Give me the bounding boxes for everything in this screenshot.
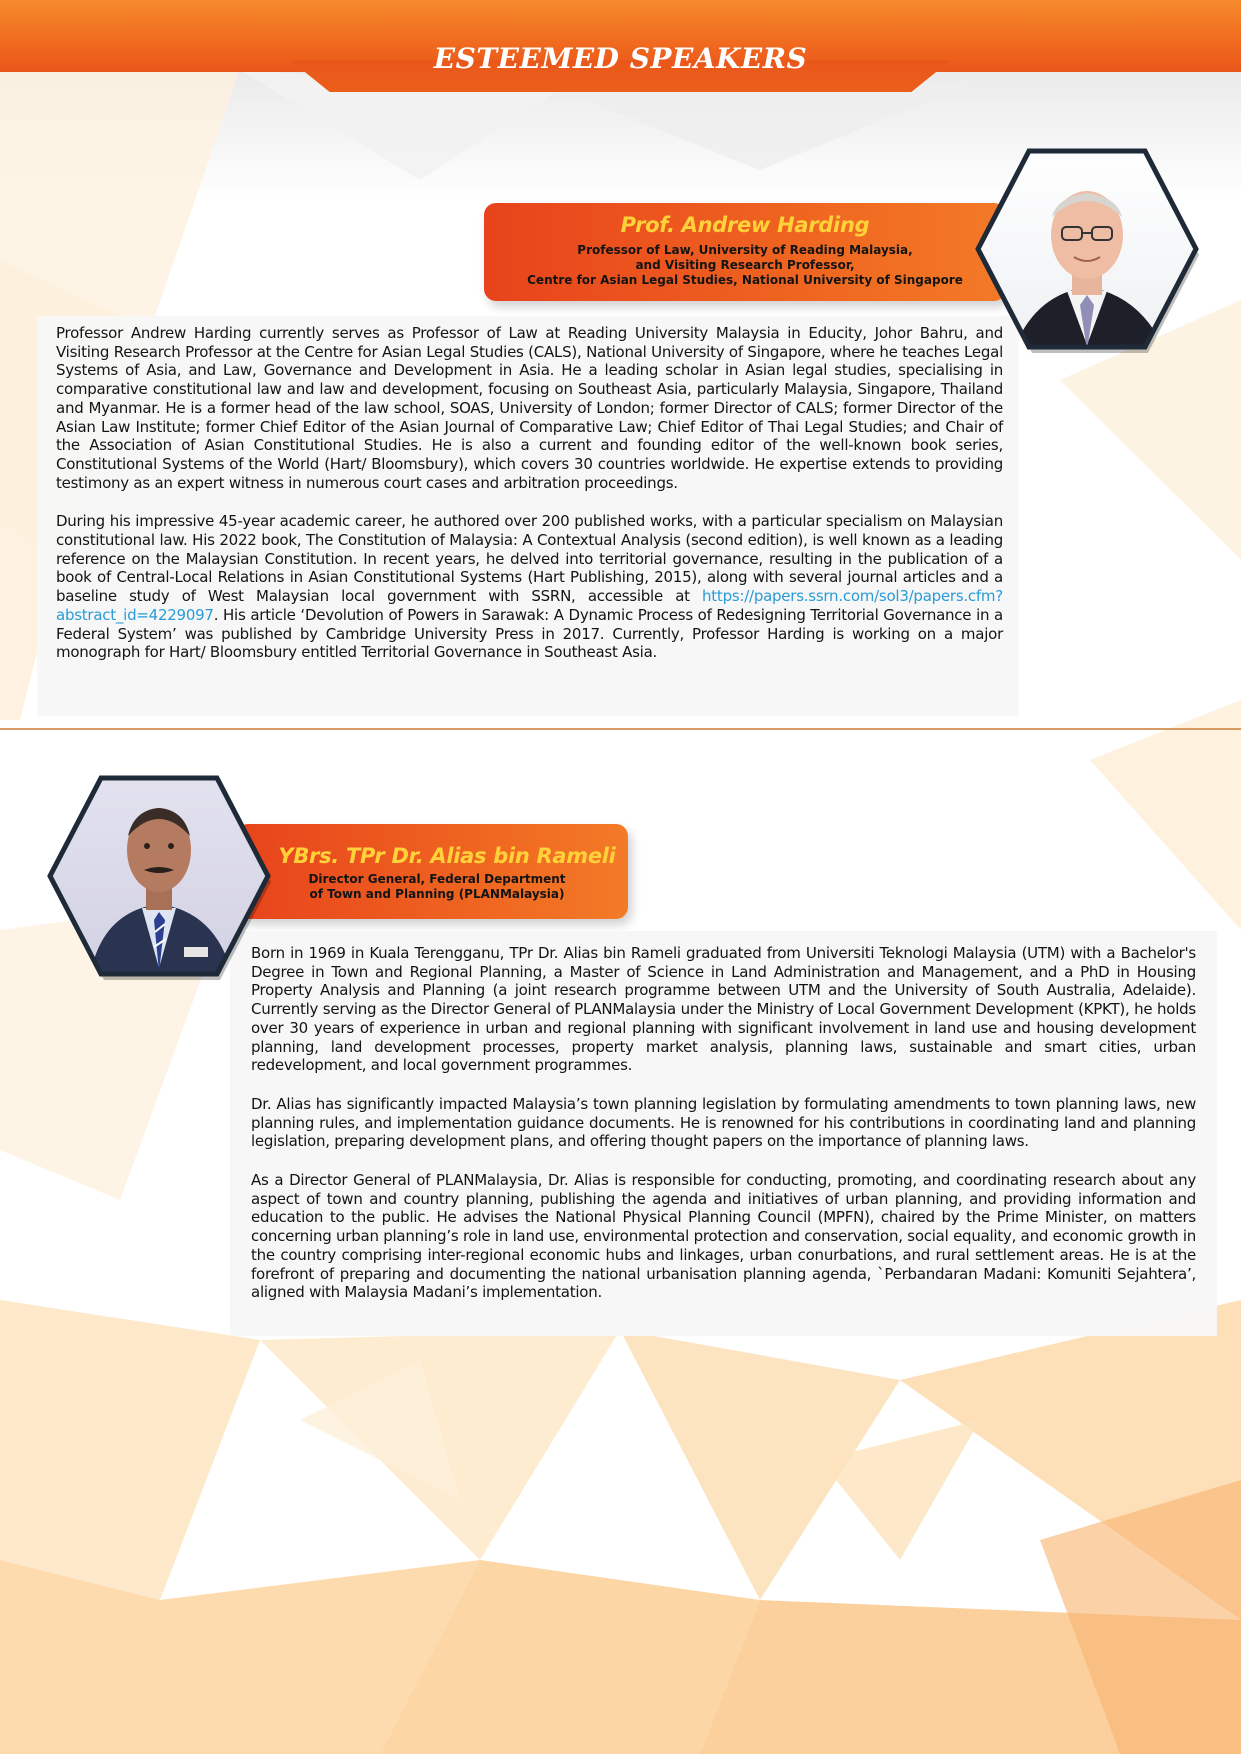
speaker-2-bio xyxy=(230,931,1217,1336)
speaker-2-role-line: Director General, Federal Department xyxy=(308,872,566,886)
speaker-1-name-card xyxy=(484,203,1006,301)
ssrn-link[interactable]: https://papers.ssrn.com/sol3/papers.cfm?abstract_id=4229097 xyxy=(56,587,1003,624)
speaker-2-name: YBrs. TPr Dr. Alias bin Rameli xyxy=(278,844,616,868)
speaker-1-bio xyxy=(37,316,1019,716)
speaker-1-name: Prof. Andrew Harding xyxy=(620,213,870,237)
speaker-2-bio-paragraph: Born in 1969 in Kuala Terengganu, TPr Dr. Alias bin Rameli graduated from Universiti Teknologi Malaysia (UTM) with a Bachelor's Degree in Town and Regional Planning, a Master of Science in Land Administration and Management, and a PhD in Housing Property Analysis and Planning (a joint research programme between UTM and the University of South Australia, Adelaide). Currently serving as the Director General of PLANMalaysia under the Ministry of Local Government Development (KPKT), he holds over 30 years of experience in urban and regional planning with significant involvement in land use and housing development planning, land development processes, property market analysis, planning laws, sustainable and smart cities, urban redevelopment, and local government programmes. xyxy=(251,944,1196,1075)
speaker-2-name-card xyxy=(236,824,628,919)
speaker-2-role-line: of Town and Planning (PLANMalaysia) xyxy=(309,887,565,901)
speaker-1-bio-paragraph: Professor Andrew Harding currently serves as Professor of Law at Reading University Malaysia in Educity, Johor Bahru, and Visiting Research Professor at the Centre for Asian Legal Studies (CALS), National University of Singapore, where he teaches Legal Systems of Asia, and Law, Governance and Development in Asia. He a leading scholar in Asian legal studies, specialising in comparative constitutional law and law and development, focusing on Southeast Asia, particularly Malaysia, Singapore, Thailand and Myanmar. He is a former head of the law school, SOAS, University of London; former Director of CALS; former Director of the Asian Law Institute; former Chief Editor of the Asian Journal of Comparative Law; Chief Editor of Thai Legal Studies; and Chair of the Association of Asian Constitutional Studies. He is also a current and founding editor of the well-known book series, Constitutional Systems of the World (Hart/ Bloomsbury), which covers 30 countries worldwide. He expertise extends to providing testimony as an expert witness in numerous court cases and arbitration proceedings. xyxy=(56,324,1003,492)
speaker-1-role xyxy=(484,243,1006,288)
page-title: ESTEEMED SPEAKERS xyxy=(433,42,808,75)
section-divider xyxy=(0,728,1241,730)
bio-text: During his impressive 45-year academic career, he authored over 200 published works, with a particular specialism on Malaysian constitutional law. His 2022 book, The Constitution of Malaysia: A Contextual Analysis (second edition), is well known as a leading reference on the Malaysian Constitution. In recent years, he delved into territorial governance, resulting in the publication of a book of Central-Local Relations in Asian Constitutional Systems (Hart Publishing, 2015), along with several journal articles and a baseline study of West Malaysian local government with SSRN, accessible at xyxy=(56,512,1003,606)
speaker-1-role-line: Professor of Law, University of Reading Malaysia, xyxy=(577,243,913,257)
speaker-2-role xyxy=(236,872,628,902)
speaker-2-bio-paragraph: Dr. Alias has significantly impacted Malaysia’s town planning legislation by formulating amendments to town planning laws, new planning rules, and implementation guidance documents. He is renowned for his contributions in coordinating land and planning legislation, preparing development plans, and offering thought papers on the importance of planning laws. xyxy=(251,1094,1196,1151)
bio-text: . His article ‘Devolution of Powers in Sarawak: A Dynamic Process of Redesigning Territorial Governance in a Federal System’ was published by Cambridge University Press in 2017. Currently, Professor Harding is working on a major monograph for Hart/ Bloomsbury entitled Territorial Governance in Southeast Asia. xyxy=(56,605,1003,662)
speaker-1-role-line: and Visiting Research Professor, xyxy=(635,258,855,272)
speaker-1-role-line: Centre for Asian Legal Studies, National University of Singapore xyxy=(527,273,963,287)
speaker-2-bio-paragraph: As a Director General of PLANMalaysia, Dr. Alias is responsible for conducting, promoting, and coordinating research about any aspect of town and country planning, publishing the agenda and initiatives of urban planning, and providing information and education to the public. He advises the National Physical Planning Council (MPFN), chaired by the Prime Minister, on matters concerning urban planning’s role in land use, environmental protection and conservation, social equality, and economic growth in the country comprising inter-regional economic hubs and linkages, urban conurbations, and rural settlement areas. He is at the forefront of preparing and documenting the national urbanisation planning agenda, `Perbandaran Madani: Komuniti Sejahtera’, aligned with Malaysia Madani’s implementation. xyxy=(251,1171,1196,1302)
speaker-1-portrait xyxy=(972,145,1202,355)
speaker-2-portrait xyxy=(44,772,274,982)
speaker-1-bio-paragraph xyxy=(56,512,1003,662)
